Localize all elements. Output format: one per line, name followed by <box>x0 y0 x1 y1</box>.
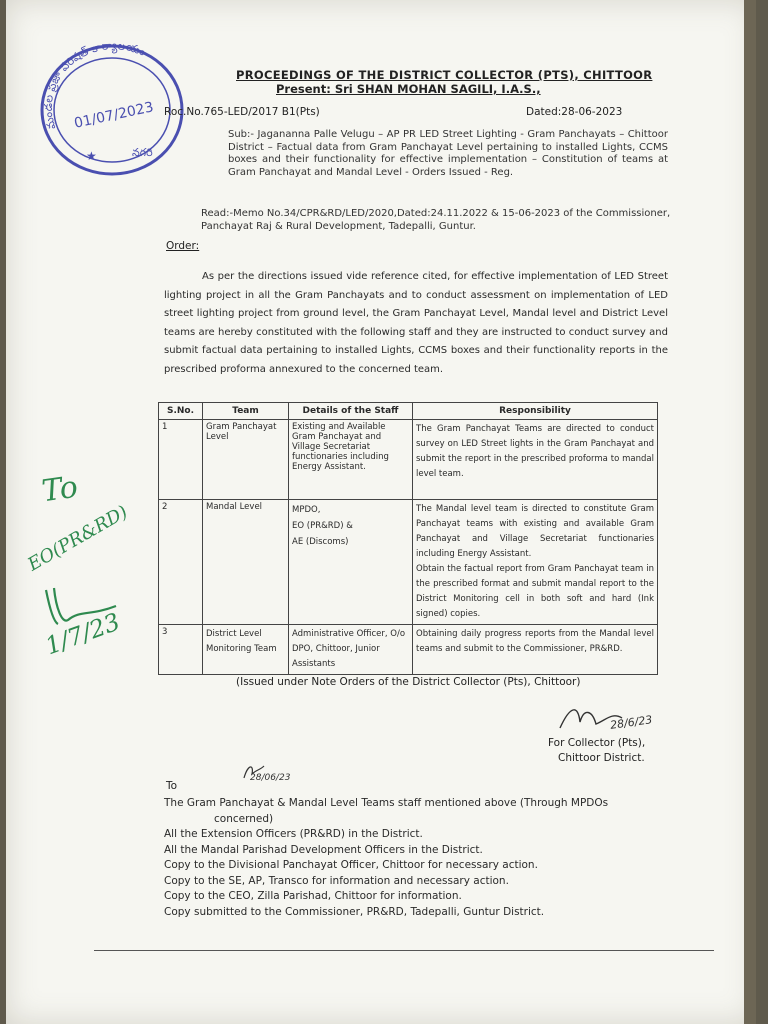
svg-text:★: ★ <box>86 149 97 163</box>
table-row <box>159 625 658 675</box>
handwritten-to: To <box>39 469 81 510</box>
list-item: Copy submitted to the Commissioner, PR&RD, Tadepalli, Guntur District. <box>164 905 545 918</box>
subject-text: Sub:- Jagananna Palle Velugu – AP PR LED Street Lighting - Gram Panchayats – Chittoor District – Factual data from Gram Panchayat Level pertaining to installed Lights, CCMS boxes and their functionality for effective implementation – Constitution of teams at Gram Panchayat and Mandal Level - Orders Issued - Reg. <box>228 129 668 178</box>
list-item: All the Mandal Parishad Development Officers in the District. <box>164 843 483 856</box>
row-team: District Level Monitoring Team <box>203 625 289 675</box>
header-staff: Details of the Staff <box>289 403 413 420</box>
list-item: Copy to the SE, AP, Transco for information and necessary action. <box>164 874 509 887</box>
row-team: Mandal Level <box>203 500 289 625</box>
handwritten-addressee: EO(PR&RD) <box>24 501 132 576</box>
order-paragraph: As per the directions issued vide reference cited, for effective implementation of LED Street lighting project in all the Gram Panchayats and to conduct assessment on implementation of LED street lighting project from ground level, the Gram Panchayat Level, Mandal level and District Level teams are hereby constituted with the following staff and they are instructed to conduct survey and submit factual data pertaining to installed Lights, CCMS boxes and their functionality reports in the prescribed proforma annexured to the concerned team. <box>164 271 668 375</box>
document-date: Dated:28-06-2023 <box>526 106 623 118</box>
row-responsibility: Obtaining daily progress reports from the Mandal level teams and submit to the Commissioner, PR&RD. <box>413 625 658 675</box>
to-label: To <box>166 780 178 792</box>
stamp-arc-text: మండల ప్రజా పరిషత్ కార్యాలయం <box>41 38 148 131</box>
stamp-bottom-text: నగరి <box>132 146 153 159</box>
present-officer: Present: Sri SHAN MOHAN SAGILI, I.A.S., <box>276 82 541 96</box>
row-sno: 3 <box>159 625 203 675</box>
row-responsibility: The Mandal level team is directed to constitute Gram Panchayat teams with existing and available Gram Panchayat and Village Secretariat functionaries including Energy Assistant. Obtain the factual report from Gram Panchayat team in the prescribed format and submit mandal report to the District Monitoring cell in both soft and hard (Ink signed) copies. <box>413 500 658 625</box>
document-page <box>6 0 756 1024</box>
handwritten-date: 1/7/23 <box>41 607 124 661</box>
signature-date: 28/6/23 <box>609 713 654 732</box>
read-reference: Read:-Memo No.34/CPR&RD/LED/2020,Dated:24.11.2022 & 15-06-2023 of the Commissioner, Panchayat Raj & Rural Development, Tadepalli, Guntur. <box>201 208 671 232</box>
list-item: Copy to the CEO, Zilla Parishad, Chittoor for information. <box>164 890 462 902</box>
page-edge <box>744 0 756 1024</box>
row-team: Gram Panchayat Level <box>203 420 289 500</box>
table-header-row <box>159 403 658 420</box>
list-item: Copy to the Divisional Panchayat Officer, Chittoor for necessary action. <box>164 859 538 871</box>
for-collector-label: For Collector (Pts), <box>548 737 646 749</box>
list-item: All the Extension Officers (PR&RD) in the District. <box>164 828 423 840</box>
distribution-list <box>164 796 608 920</box>
handwritten-note <box>24 469 142 680</box>
table-row <box>159 500 658 625</box>
issued-note: (Issued under Note Orders of the District Collector (Pts), Chittoor) <box>236 676 581 688</box>
row-staff: MPDO, EO (PR&RD) & AE (Discoms) <box>289 500 413 625</box>
order-heading: Order: <box>166 240 200 252</box>
document-title: PROCEEDINGS OF THE DISTRICT COLLECTOR (PTS), CHITTOOR <box>236 68 653 82</box>
stamp-date: 01/07/2023 <box>72 99 156 132</box>
row-sno: 1 <box>159 420 203 500</box>
header-team: Team <box>203 403 289 420</box>
district-label: Chittoor District. <box>558 752 645 764</box>
row-staff: Administrative Officer, O/o DPO, Chittoor, Junior Assistants <box>289 625 413 675</box>
teams-table <box>158 402 658 675</box>
reference-number: Roc.No.765-LED/2017 B1(Pts) <box>164 106 320 118</box>
list-item: concerned) <box>214 812 274 825</box>
list-item: The Gram Panchayat & Mandal Level Teams staff mentioned above (Through MPDOs <box>164 797 609 809</box>
row-responsibility: The Gram Panchayat Teams are directed to conduct survey on LED Street lights in the Gram Panchayat and submit the report in the prescribed proforma to mandal level team. <box>413 420 658 500</box>
header-sno: S.No. <box>159 403 203 420</box>
bottom-divider <box>94 950 714 951</box>
row-sno: 2 <box>159 500 203 625</box>
small-initials-date: 28/06/23 <box>250 773 291 783</box>
row-staff: Existing and Available Gram Panchayat and Village Secretariat functionaries including Energy Assistant. <box>289 420 413 500</box>
header-responsibility: Responsibility <box>413 403 658 420</box>
table-row <box>159 420 658 500</box>
